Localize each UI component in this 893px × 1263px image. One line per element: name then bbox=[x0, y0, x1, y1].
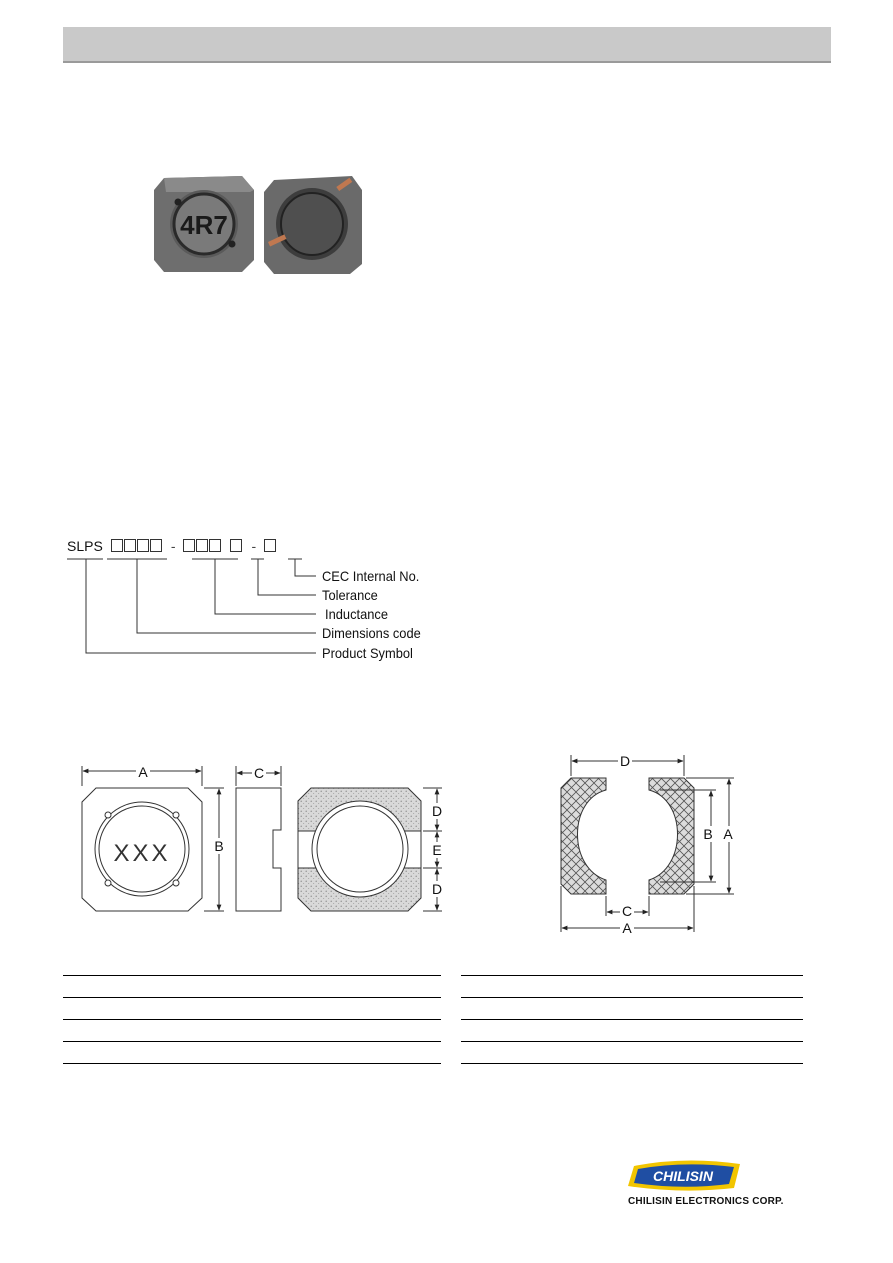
table-right-rule-5 bbox=[461, 1063, 803, 1064]
table-left-rule-1 bbox=[63, 975, 441, 976]
company-name: CHILISIN ELECTRONICS CORP. bbox=[628, 1196, 784, 1207]
legend-inductance: Inductance bbox=[325, 606, 389, 622]
legend-dimensions-code: Dimensions code bbox=[322, 625, 421, 641]
land-dim-a-right-label: A bbox=[723, 826, 733, 842]
front-view bbox=[82, 766, 224, 911]
back-view bbox=[298, 788, 442, 911]
separator-1: - bbox=[170, 538, 176, 554]
legend-product-symbol: Product Symbol bbox=[322, 645, 413, 661]
front-dim-b-label: B bbox=[214, 838, 224, 854]
table-left-rule-3 bbox=[63, 1019, 441, 1020]
table-left-rule-4 bbox=[63, 1041, 441, 1042]
back-dim-e-label: E bbox=[432, 842, 442, 858]
front-marking: XXX bbox=[113, 840, 171, 867]
land-dim-c-label: C bbox=[621, 903, 633, 919]
front-dim-a-label: A bbox=[138, 764, 148, 780]
land-dim-b-label: B bbox=[703, 826, 713, 842]
table-right-rule-3 bbox=[461, 1019, 803, 1020]
land-dim-a-bottom-label: A bbox=[622, 920, 632, 936]
part-prefix: SLPS bbox=[67, 538, 103, 554]
photo-marking: 4R7 bbox=[180, 210, 228, 240]
legend-tolerance: Tolerance bbox=[322, 587, 378, 603]
separator-2: - bbox=[251, 538, 257, 554]
logo-wordmark: CHILISIN bbox=[653, 1168, 713, 1184]
side-dim-c-label: C bbox=[253, 765, 265, 781]
company-logo bbox=[626, 1160, 744, 1192]
table-right-rule-1 bbox=[461, 975, 803, 976]
table-left-rule-5 bbox=[63, 1063, 441, 1064]
legend-cec-internal-no: CEC Internal No. bbox=[322, 568, 420, 584]
land-pattern bbox=[561, 755, 734, 932]
back-dim-d-bottom-label: D bbox=[431, 881, 443, 897]
table-left-rule-2 bbox=[63, 997, 441, 998]
back-dim-d-top-label: D bbox=[431, 803, 443, 819]
table-right-rule-4 bbox=[461, 1041, 803, 1042]
side-view bbox=[236, 766, 281, 911]
table-right-rule-2 bbox=[461, 997, 803, 998]
land-dim-d-label: D bbox=[619, 753, 631, 769]
